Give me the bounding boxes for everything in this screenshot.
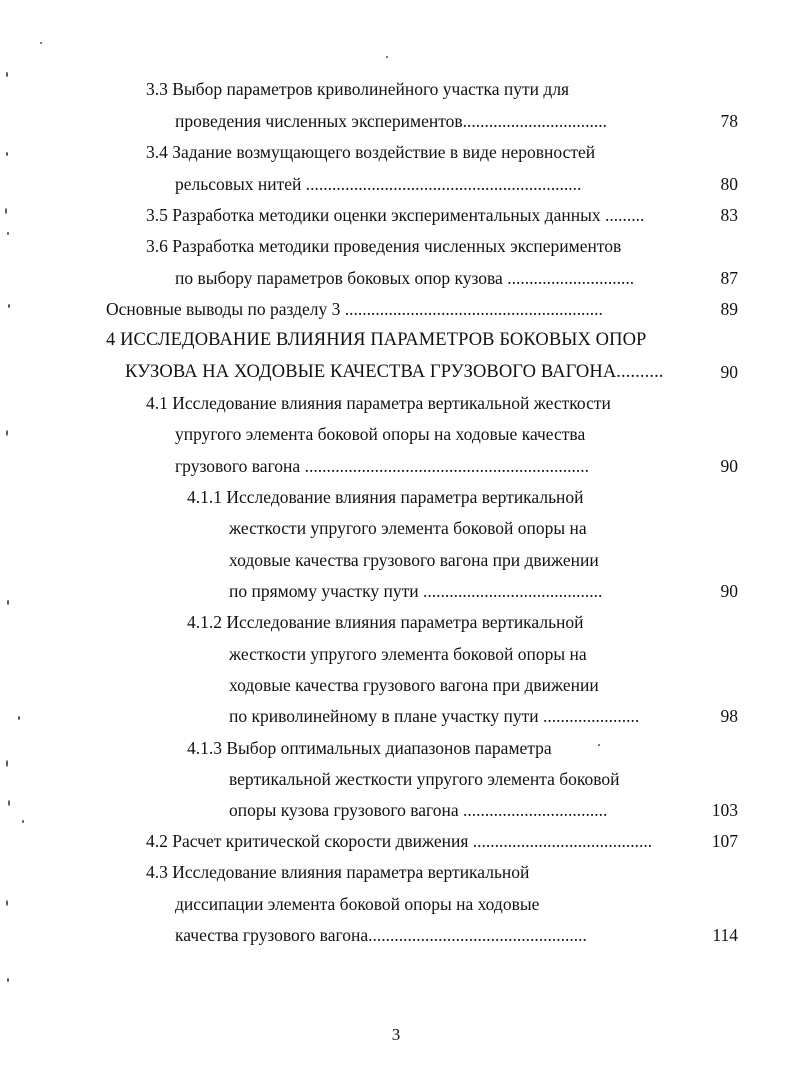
page-number: 3 bbox=[391, 1025, 401, 1044]
toc-entry-3-4-line-1: 3.4 Задание возмущающего воздействие в виде неровностей bbox=[146, 142, 596, 162]
toc-entry-3-5-line-1: 3.5 Разработка методики оценки экспериментальных данных ......... bbox=[146, 205, 645, 225]
toc-entry-3-3-page: 78 bbox=[720, 111, 738, 131]
toc-entry-3-6-line-2: по выбору параметров боковых опор кузова ............................. bbox=[175, 268, 635, 288]
toc-entry-4-1-2-page: 98 bbox=[720, 706, 738, 726]
toc-entry-chapter-4-line-1: 4 ИССЛЕДОВАНИЕ ВЛИЯНИЯ ПАРАМЕТРОВ БОКОВЫХ ОПОР bbox=[106, 330, 647, 350]
toc-entry-4-1-3-page: 103 bbox=[711, 800, 738, 820]
toc-entry-3-5-page: 83 bbox=[720, 205, 738, 225]
toc-entry-4-1-1-line-3: ходовые качества грузового вагона при движении bbox=[229, 550, 599, 570]
toc-entry-4-1-1-line-4: по прямому участку пути ......................................... bbox=[229, 581, 603, 601]
toc-entry-conclusions-3-page: 89 bbox=[720, 299, 738, 319]
toc-entry-3-4-line-2: рельсовых нитей ............................................................... bbox=[175, 174, 582, 194]
toc-entry-4-1-2-line-2: жесткости упругого элемента боковой опоры на bbox=[229, 644, 587, 664]
toc-entry-4-1-3-line-1: 4.1.3 Выбор оптимальных диапазонов параметра bbox=[187, 738, 552, 758]
toc-entry-4-2-line-1: 4.2 Расчет критической скорости движения ......................................... bbox=[146, 831, 653, 851]
toc-entry-4-1-1-line-1: 4.1.1 Исследование влияния параметра вертикальной bbox=[187, 487, 584, 507]
toc-entry-conclusions-3-line-1: Основные выводы по разделу 3 ........................................................... bbox=[106, 299, 603, 319]
toc-entry-4-1-1-line-2: жесткости упругого элемента боковой опоры на bbox=[229, 518, 587, 538]
toc-entry-3-6-line-1: 3.6 Разработка методики проведения численных экспериментов bbox=[146, 236, 622, 256]
toc-entry-4-3-line-1: 4.3 Исследование влияния параметра вертикальной bbox=[146, 862, 530, 882]
toc-entry-4-1-line-1: 4.1 Исследование влияния параметра вертикальной жесткости bbox=[146, 393, 611, 413]
toc-entry-4-1-page: 90 bbox=[720, 456, 738, 476]
toc-entry-4-1-3-line-3: опоры кузова грузового вагона ................................. bbox=[229, 800, 608, 820]
toc-entry-4-1-2-line-1: 4.1.2 Исследование влияния параметра вертикальной bbox=[187, 612, 584, 632]
toc-entry-4-1-2-line-3: ходовые качества грузового вагона при движении bbox=[229, 675, 599, 695]
toc-entry-4-1-line-2: упругого элемента боковой опоры на ходовые качества bbox=[175, 424, 586, 444]
toc-entry-4-1-2-line-4: по криволинейному в плане участку пути ...................... bbox=[229, 706, 640, 726]
toc-entry-4-1-line-3: грузового вагона ................................................................. bbox=[175, 456, 589, 476]
toc-entry-3-4-page: 80 bbox=[720, 174, 738, 194]
toc-entry-3-6-page: 87 bbox=[720, 268, 738, 288]
toc-entry-4-1-3-line-2: вертикальной жесткости упругого элемента боковой bbox=[229, 769, 620, 789]
toc-entry-4-3-line-2: диссипации элемента боковой опоры на ходовые bbox=[175, 894, 540, 914]
toc-entry-4-3-page: 114 bbox=[712, 925, 738, 945]
toc-entry-chapter-4-page: 90 bbox=[720, 362, 738, 382]
toc-entry-4-2-page: 107 bbox=[711, 831, 738, 851]
toc-entry-4-1-1-page: 90 bbox=[720, 581, 738, 601]
toc-entry-3-3-line-1: 3.3 Выбор параметров криволинейного участка пути для bbox=[146, 79, 570, 99]
toc-entry-chapter-4-line-2: КУЗОВА НА ХОДОВЫЕ КАЧЕСТВА ГРУЗОВОГО ВАГОНА.......... bbox=[125, 362, 664, 382]
toc-entry-4-3-line-3: качества грузового вагона.................................................. bbox=[175, 925, 587, 945]
toc-entry-3-3-line-2: проведения численных экспериментов................................. bbox=[175, 111, 608, 131]
